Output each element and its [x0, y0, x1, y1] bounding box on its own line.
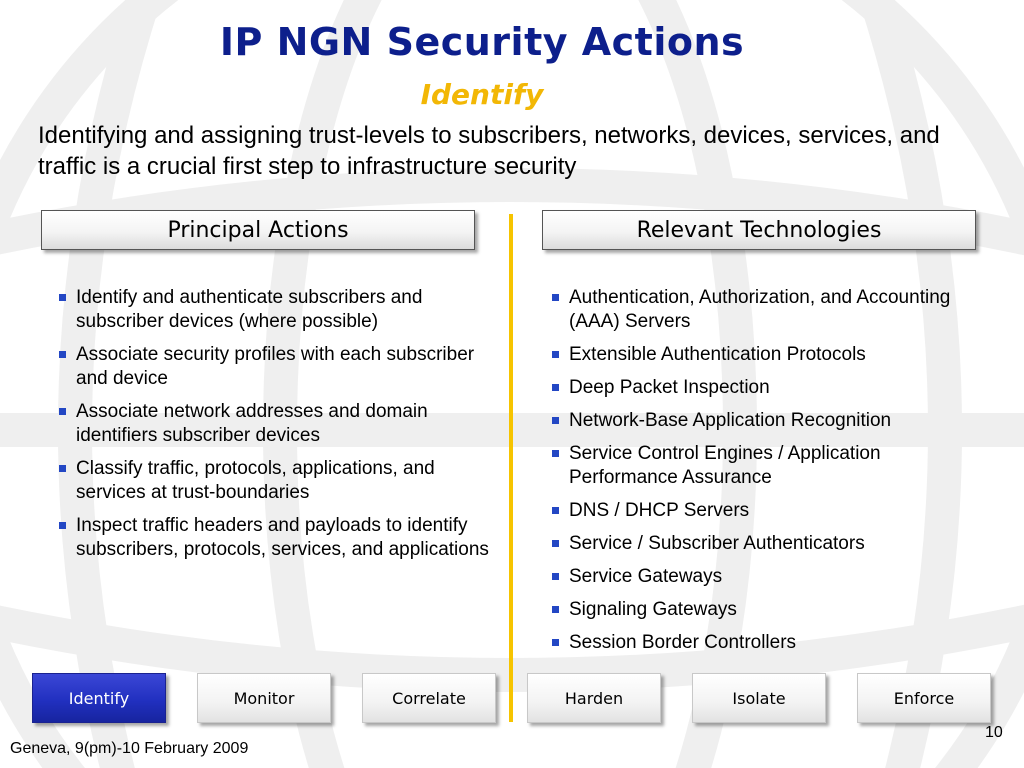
list-item-text: Authentication, Authorization, and Accounting (AAA) Servers	[569, 287, 951, 332]
bullet-square-icon	[552, 384, 559, 391]
bullet-square-icon	[552, 351, 559, 358]
relevant-technologies-header: Relevant Technologies	[542, 210, 976, 250]
list-item-text: DNS / DHCP Servers	[569, 500, 750, 521]
list-item-text: Network-Base Application Recognition	[569, 410, 892, 431]
intro-text: Identifying and assigning trust-levels to subscribers, networks, devices, services, and traffic is a crucial first step to infrastructure security	[38, 122, 940, 180]
list-item	[56, 514, 496, 562]
principal-actions-header: Principal Actions	[41, 210, 475, 250]
list-item-text: Service / Subscriber Authenticators	[569, 533, 865, 554]
nav-enforce-button[interactable]: Enforce	[857, 673, 991, 723]
bullet-square-icon	[552, 450, 559, 457]
nav-monitor-button[interactable]: Monitor	[197, 673, 331, 723]
footer-text: Geneva, 9(pm)-10 February 2009	[10, 740, 249, 757]
list-item	[549, 409, 989, 433]
list-item	[549, 598, 989, 622]
relevant-technologies-list	[549, 286, 989, 664]
bullet-square-icon	[552, 639, 559, 646]
list-item-text: Signaling Gateways	[569, 599, 737, 620]
column-divider	[509, 214, 513, 722]
list-item	[549, 286, 989, 334]
list-item	[549, 442, 989, 490]
list-item	[549, 565, 989, 589]
list-item	[549, 631, 989, 655]
list-item-text: Service Gateways	[569, 566, 723, 587]
list-item-text: Session Border Controllers	[569, 632, 797, 653]
bullet-square-icon	[552, 573, 559, 580]
page-number: 10	[985, 724, 1003, 741]
bullet-square-icon	[552, 417, 559, 424]
bullet-square-icon	[59, 351, 66, 358]
list-item-text: Inspect traffic headers and payloads to identify subscribers, protocols, services, and applications	[76, 515, 489, 560]
list-item	[549, 376, 989, 400]
bullet-square-icon	[59, 465, 66, 472]
list-item-text: Identify and authenticate subscribers and subscriber devices (where possible)	[76, 287, 423, 332]
list-item	[56, 400, 496, 448]
list-item-text: Associate network addresses and domain identifiers subscriber devices	[76, 401, 428, 446]
nav-identify-button[interactable]: Identify	[32, 673, 166, 723]
bullet-square-icon	[552, 507, 559, 514]
bullet-square-icon	[59, 522, 66, 529]
nav-harden-button[interactable]: Harden	[527, 673, 661, 723]
list-item	[56, 343, 496, 391]
list-item-text: Classify traffic, protocols, applications, and services at trust-boundaries	[76, 458, 435, 503]
list-item-text: Extensible Authentication Protocols	[569, 344, 866, 365]
list-item	[549, 499, 989, 523]
bullet-square-icon	[552, 540, 559, 547]
bullet-square-icon	[59, 408, 66, 415]
list-item-text: Service Control Engines / Application Performance Assurance	[569, 443, 881, 488]
principal-actions-list	[56, 286, 496, 571]
slide-subtitle: Identify	[420, 78, 544, 111]
bullet-square-icon	[59, 294, 66, 301]
list-item	[56, 286, 496, 334]
list-item-text: Deep Packet Inspection	[569, 377, 770, 398]
action-nav-bar	[32, 673, 992, 725]
list-item	[549, 532, 989, 556]
list-item-text: Associate security profiles with each subscriber and device	[76, 344, 475, 389]
slide-title: IP NGN Security Actions	[219, 20, 745, 64]
list-item	[56, 457, 496, 505]
list-item	[549, 343, 989, 367]
bullet-square-icon	[552, 606, 559, 613]
bullet-square-icon	[552, 294, 559, 301]
nav-isolate-button[interactable]: Isolate	[692, 673, 826, 723]
nav-correlate-button[interactable]: Correlate	[362, 673, 496, 723]
